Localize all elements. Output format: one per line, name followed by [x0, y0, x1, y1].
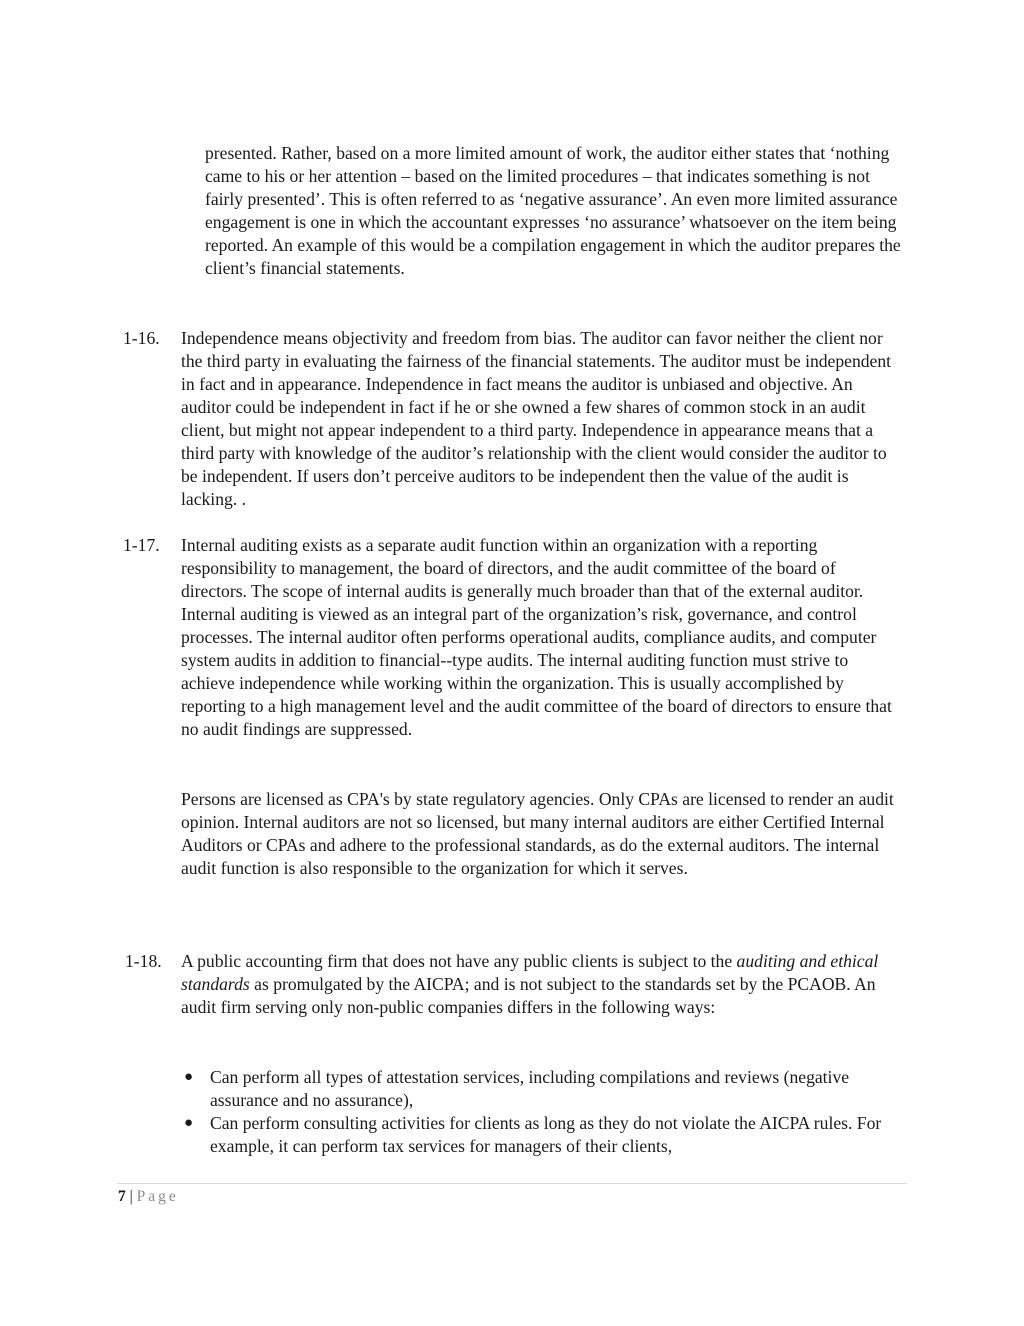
answer-1-18-text: A public accounting firm that does not have any public clients is subject to the	[181, 951, 737, 971]
footer-divider	[117, 1183, 907, 1184]
list-item	[181, 1066, 905, 1112]
page-label: Page	[136, 1188, 179, 1205]
footer-separator: |	[129, 1188, 133, 1205]
answer-1-18	[181, 950, 905, 1019]
answer-1-18-emphasis: auditing and ethical standards	[181, 951, 879, 994]
bullet-icon: ●	[184, 1069, 194, 1085]
continuation-paragraph: presented. Rather, based on a more limited amount of work, the auditor either states that ‘nothing came to his or her attention – based on the limited procedures – that indicates something is not fairly presented’. This is often referred to as ‘negative assurance’. An even more limited assurance engagement is one in which the accountant expresses ‘no assurance’ whatsoever on the item being reported. An example of this would be a compilation engagement in which the auditor prepares the client’s financial statements.	[205, 143, 901, 278]
bullet-icon: ●	[184, 1115, 194, 1131]
list-item	[181, 1112, 905, 1158]
page-footer	[118, 1187, 179, 1207]
answer-1-16: Independence means objectivity and freedom from bias. The auditor can favor neither the client nor the third party in evaluating the fairness of the financial statements. The auditor must be independent in fact and in appearance. Independence in fact means the auditor is unbiased and objective. An auditor could be independent in fact if he or she owned a few shares of common stock in an audit client, but might not appear independent to a third party. Independence in appearance means that a third party with knowledge of the auditor’s relationship with the client would consider the auditor to be independent. If users don’t perceive auditors to be independent then the value of the audit is lacking. .	[181, 328, 892, 509]
list-item-text: Can perform all types of attestation services, including compilations and reviews (negative assurance and no assurance),	[210, 1067, 850, 1110]
answer-1-17-licensing: Persons are licensed as CPA's by state regulatory agencies. Only CPAs are licensed to render an audit opinion. Internal auditors are not so licensed, but many internal auditors are either Certified Internal Auditors or CPAs and adhere to the professional standards, as do the external auditors. The internal audit function is also responsible to the organization for which it serves.	[181, 789, 894, 878]
differences-list	[181, 1066, 905, 1158]
list-item-text: Can perform consulting activities for clients as long as they do not violate the AICPA rules. For example, it can perform tax services for managers of their clients,	[210, 1113, 882, 1156]
question-number-1-16: 1-16.	[123, 328, 160, 348]
answer-1-18-text-cont: as promulgated by the AICPA; and is not subject to the standards set by the PCAOB. An audit firm serving only non-public companies differs in the following ways:	[181, 974, 876, 1017]
question-number-1-17: 1-17.	[123, 535, 160, 555]
question-number-1-18: 1-18.	[125, 951, 162, 971]
answer-1-17: Internal auditing exists as a separate audit function within an organization with a reporting responsibility to management, the board of directors, and the audit committee of the board of directors. The scope of internal audits is generally much broader than that of the external auditor. Internal auditing is viewed as an integral part of the organization’s risk, governance, and control processes. The internal auditor often performs operational audits, compliance audits, and computer system audits in addition to financial--type audits. The internal auditing function must strive to achieve independence while working within the organization. This is usually accomplished by reporting to a high management level and the audit committee of the board of directors to ensure that no audit findings are suppressed.	[181, 535, 892, 739]
page-number: 7	[118, 1188, 126, 1205]
